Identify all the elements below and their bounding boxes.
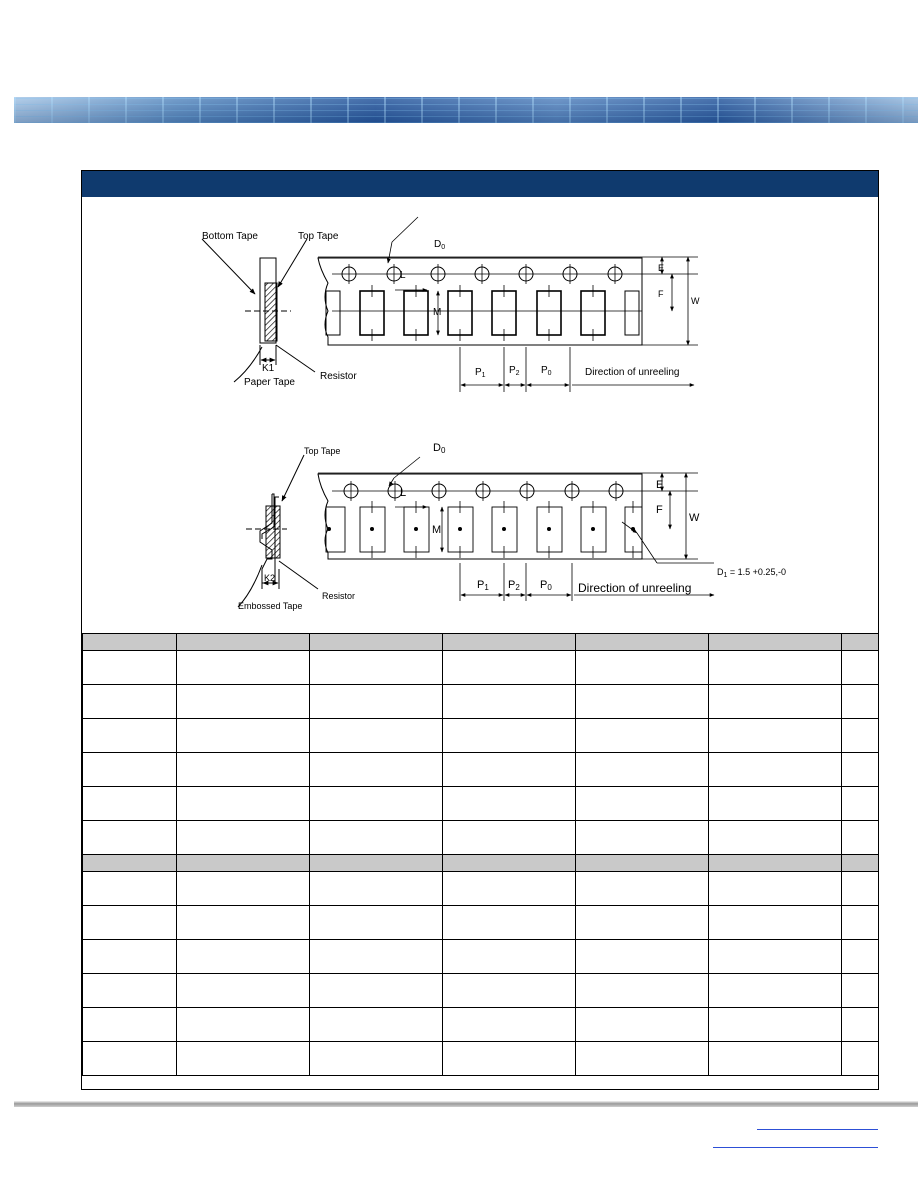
dimension-table [82, 633, 879, 1076]
embossed-d0-label: D [433, 442, 441, 454]
embossed-d0-sub: 0 [440, 446, 446, 455]
embossed-direction-label: Direction of unreeling [578, 581, 692, 595]
svg-text:P1 [475, 367, 486, 379]
table-row [83, 1008, 879, 1042]
table-row [83, 753, 879, 787]
embossed-resistor-side [266, 506, 280, 558]
embossed-tape-strip [318, 474, 642, 559]
table-row [83, 719, 879, 753]
e-label: E [658, 263, 665, 273]
embossed-m-label: M [432, 524, 442, 536]
table-row [83, 787, 879, 821]
paper-resistor-side [265, 283, 277, 341]
embossed-p2-sub: 2 [515, 583, 520, 592]
w-label: W [691, 296, 700, 306]
svg-text:P2 [509, 365, 520, 377]
p0-label: P [541, 365, 548, 376]
table-row [83, 685, 879, 719]
top-tape-label: Top Tape [298, 231, 339, 242]
table-row [83, 1042, 879, 1076]
paper-tape-diagram [202, 217, 698, 392]
resistor-label: Resistor [320, 371, 357, 382]
table-row [83, 940, 879, 974]
k1-label: K1 [262, 363, 275, 374]
p2-sub: 2 [515, 370, 520, 377]
d1-sub: 1 [723, 572, 728, 579]
bottom-tape-label: Bottom Tape [202, 231, 258, 242]
embossed-e-label: E [656, 479, 664, 491]
embossed-p2-label: P [508, 579, 516, 591]
header-banner-shade [14, 97, 918, 123]
p2-label: P [509, 365, 516, 376]
p1-label: P [475, 367, 482, 378]
tape-diagrams-svg [82, 197, 878, 633]
table-row [83, 906, 879, 940]
table-row [83, 974, 879, 1008]
p1-sub: 1 [481, 372, 486, 379]
d1-value: = 1.5 +0.25,-0 [727, 567, 786, 577]
paper-tape-label: Paper Tape [244, 377, 295, 388]
f-label: F [658, 289, 664, 299]
tape-diagrams [82, 197, 878, 633]
direction-label: Direction of unreeling [585, 367, 680, 378]
svg-text:P0 [541, 365, 552, 377]
d1-label: D [717, 567, 724, 577]
svg-text:P1 [477, 579, 489, 592]
footer-link-1[interactable] [757, 1118, 878, 1130]
svg-text:D1 = 1.5 +0.25,-0 [717, 567, 786, 579]
svg-text:D0 [433, 442, 446, 455]
table-row [83, 872, 879, 906]
table-header-row-embossed [83, 855, 879, 872]
svg-text:P0 [540, 579, 552, 592]
svg-text:D0 [434, 239, 445, 251]
k2-label: K2 [264, 573, 276, 583]
paper-tape-strip [318, 258, 642, 345]
footer-divider [14, 1101, 918, 1107]
embossed-tape-label: Embossed Tape [238, 601, 303, 611]
section-title-bar [82, 171, 878, 197]
embossed-l-label: L [400, 487, 407, 499]
embossed-resistor-label: Resistor [322, 591, 356, 601]
table-row [83, 821, 879, 855]
embossed-f-label: F [656, 504, 663, 516]
embossed-p0-sub: 0 [547, 583, 552, 592]
d0-label: D [434, 239, 442, 250]
embossed-p1-sub: 1 [484, 583, 489, 592]
m-label: M [433, 307, 442, 318]
embossed-top-tape-label: Top Tape [304, 446, 341, 456]
table-row [83, 651, 879, 685]
content-frame [81, 170, 879, 1090]
embossed-p1-label: P [477, 579, 485, 591]
embossed-p0-label: P [540, 579, 548, 591]
p0-sub: 0 [547, 370, 552, 377]
d0-sub: 0 [441, 244, 446, 251]
l-label: L [400, 270, 406, 281]
svg-text:P2 [508, 579, 520, 592]
table-header-row-paper [83, 634, 879, 651]
footer-link-2[interactable] [713, 1136, 878, 1148]
embossed-w-label: W [689, 512, 700, 524]
